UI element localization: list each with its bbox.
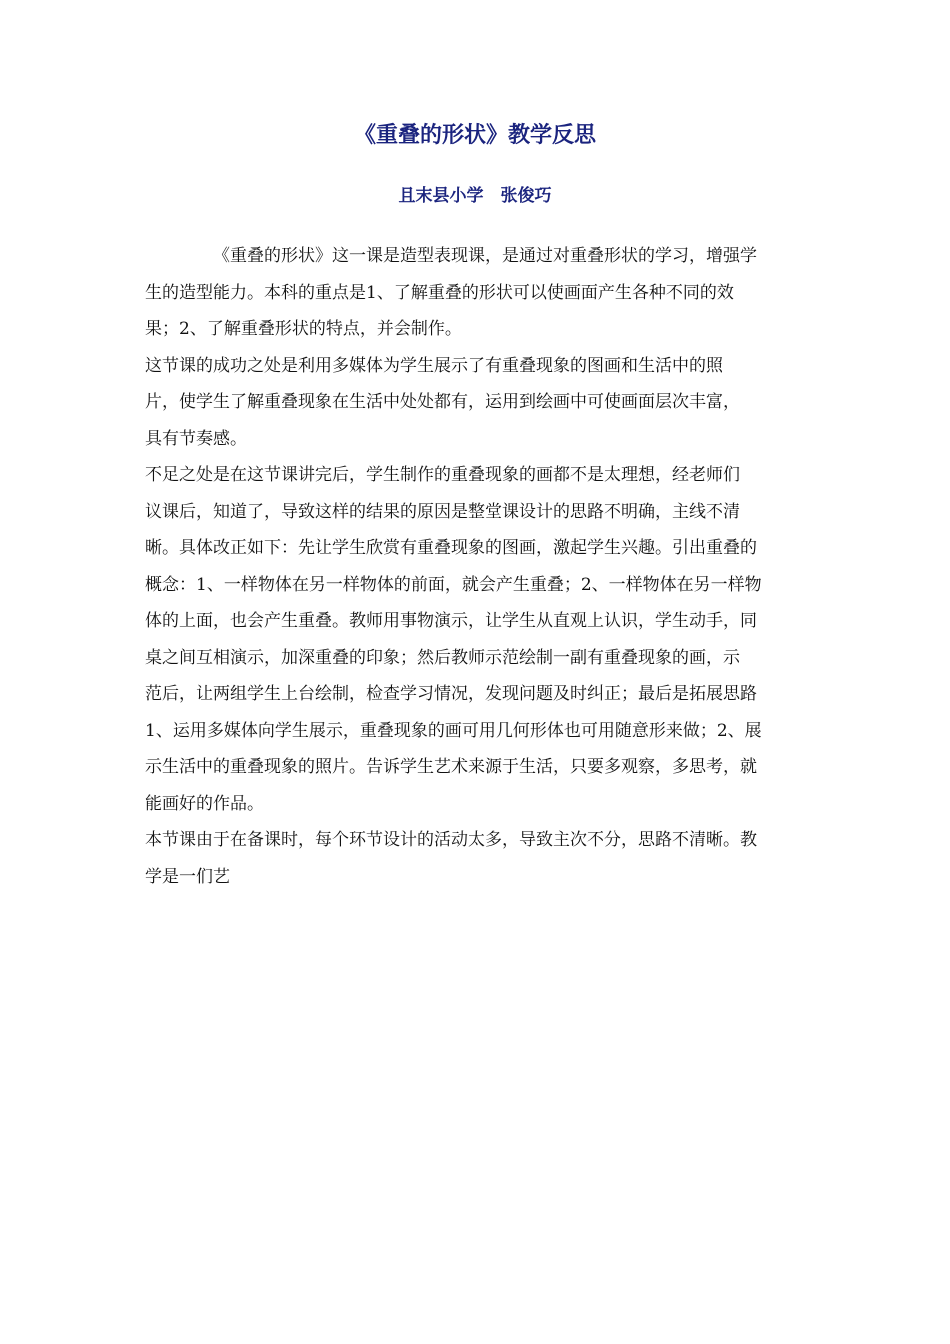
body-line: 1、运用多媒体向学生展示，重叠现象的画可用几何形体也可用随意形来做；2、展 [145, 720, 762, 741]
document-title: 《重叠的形状》教学反思 [353, 123, 596, 148]
body-line: 议课后，知道了，导致这样的结果的原因是整堂课设计的思路不明确，主线不清 [145, 501, 740, 522]
body-line: 果；2、了解重叠形状的特点，并会制作。 [145, 319, 462, 339]
body-line: 概念：1、一样物体在另一样物体的前面，就会产生重叠；2、一样物体在另一样物 [145, 574, 762, 595]
body-line: 《重叠的形状》这一课是造型表现课，是通过对重叠形状的学习，增强学 [213, 246, 757, 266]
document-author: 且末县小学 张俊巧 [398, 186, 552, 206]
body-line: 桌之间互相演示，加深重叠的印象；然后教师示范绘制一副有重叠现象的画，示 [145, 647, 740, 668]
body-line: 片，使学生了解重叠现象在生活中处处都有，运用到绘画中可使画面层次丰富， [145, 392, 740, 412]
body-line: 生的造型能力。本科的重点是1、了解重叠的形状可以使画面产生各种不同的效 [145, 282, 734, 303]
body-line: 示生活中的重叠现象的照片。告诉学生艺术来源于生活，只要多观察，多思考，就 [145, 757, 757, 777]
body-line: 学是一们艺 [145, 866, 230, 887]
body-line: 具有节奏感。 [145, 428, 247, 449]
body-line: 这节课的成功之处是利用多媒体为学生展示了有重叠现象的图画和生活中的照 [145, 355, 723, 376]
body-line: 范后，让两组学生上台绘制，检查学习情况，发现问题及时纠正；最后是拓展思路 [145, 684, 757, 704]
body-line: 能画好的作品。 [145, 793, 264, 814]
body-line: 本节课由于在备课时，每个环节设计的活动太多，导致主次不分，思路不清晰。教 [145, 830, 757, 850]
body-line: 体的上面，也会产生重叠。教师用事物演示，让学生从直观上认识，学生动手，同 [145, 611, 757, 631]
body-line: 不足之处是在这节课讲完后，学生制作的重叠现象的画都不是太理想，经老师们 [145, 465, 740, 485]
body-line: 晰。具体改正如下：先让学生欣赏有重叠现象的图画，激起学生兴趣。引出重叠的 [145, 538, 757, 558]
document-body [145, 238, 805, 895]
